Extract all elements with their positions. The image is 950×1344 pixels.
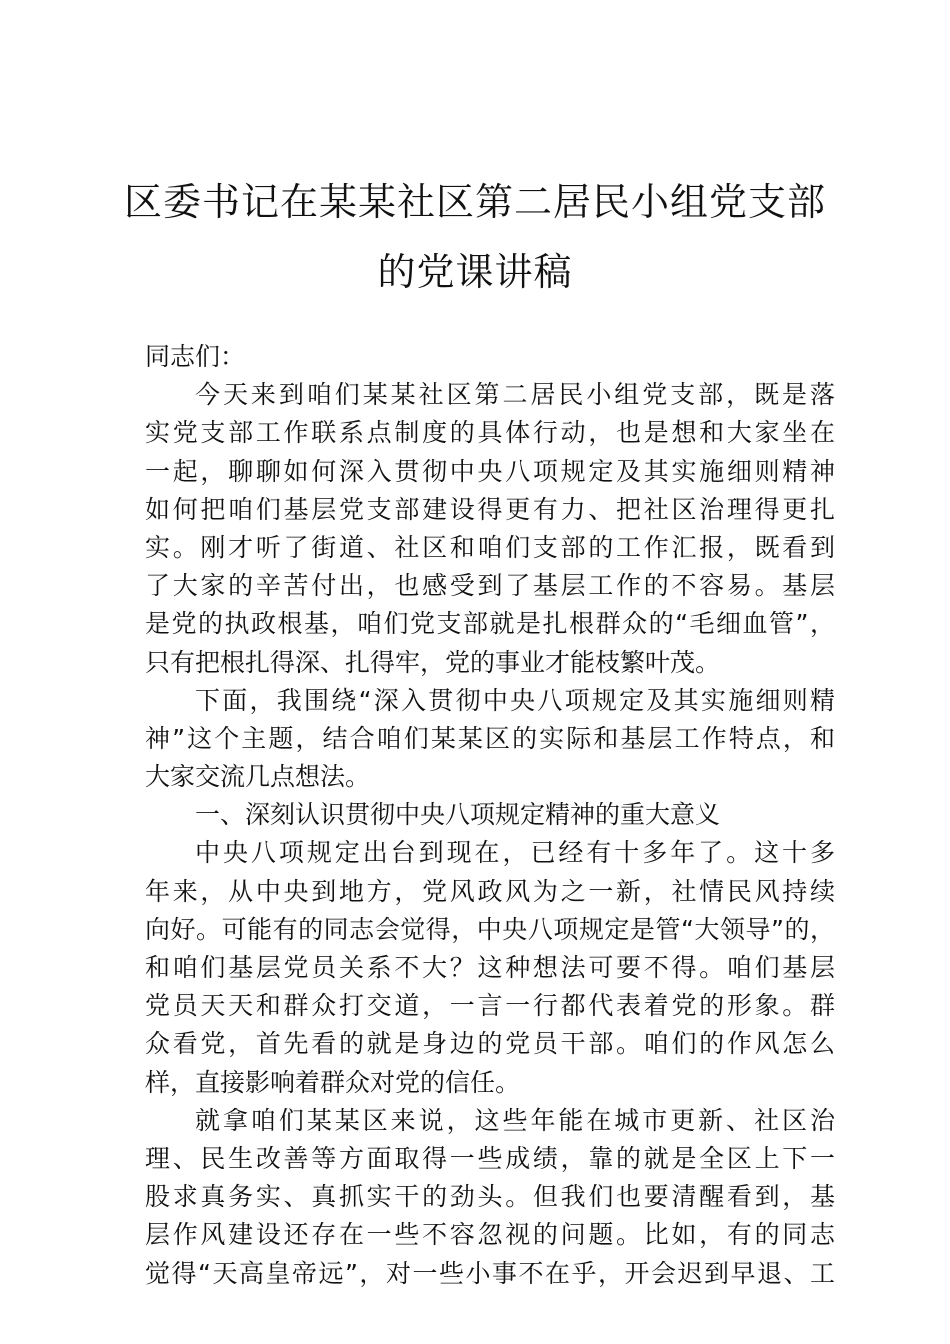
paragraph-1-line-7: 是党的执政根基，咱们党支部就是扎根群众的“毛细血管”， bbox=[145, 609, 835, 639]
paragraph-3-line-2: 年来，从中央到地方，党风政风为之一新，社情民风持续 bbox=[145, 876, 835, 906]
paragraph-3-line-3: 向好。可能有的同志会觉得，中央八项规定是管“大领导”的， bbox=[145, 914, 835, 944]
paragraph-1-line-2: 实党支部工作联系点制度的具体行动，也是想和大家坐在 bbox=[145, 418, 835, 448]
paragraph-3-line-5: 党员天天和群众打交道，一言一行都代表着党的形象。群 bbox=[145, 991, 835, 1021]
paragraph-1-line-4: 如何把咱们基层党支部建设得更有力、把社区治理得更扎 bbox=[145, 494, 835, 524]
paragraph-1-line-8: 只有把根扎得深、扎得牢，党的事业才能枝繁叶茂。 bbox=[145, 647, 721, 677]
paragraph-2-line-1: 下面，我围绕“深入贯彻中央八项规定及其实施细则精 bbox=[195, 685, 835, 715]
document-title-line-2: 的党课讲稿 bbox=[377, 250, 573, 294]
paragraph-4-line-1: 就拿咱们某某区来说，这些年能在城市更新、社区治 bbox=[195, 1105, 835, 1135]
section-heading-1: 一、深刻认识贯彻中央八项规定精神的重大意义 bbox=[195, 800, 721, 830]
paragraph-3-line-1: 中央八项规定出台到现在，已经有十多年了。这十多 bbox=[195, 838, 835, 868]
paragraph-1-line-6: 了大家的辛苦付出，也感受到了基层工作的不容易。基层 bbox=[145, 571, 835, 601]
paragraph-3-line-7: 样，直接影响着群众对党的信任。 bbox=[145, 1067, 521, 1097]
document-body bbox=[145, 338, 835, 1293]
paragraph-2-line-3: 大家交流几点想法。 bbox=[145, 762, 371, 792]
paragraph-1-line-3: 一起，聊聊如何深入贯彻中央八项规定及其实施细则精神 bbox=[145, 456, 835, 486]
paragraph-3-line-4: 和咱们基层党员关系不大？这种想法可要不得。咱们基层 bbox=[145, 953, 835, 982]
paragraph-2-line-2: 神”这个主题，结合咱们某某区的实际和基层工作特点，和 bbox=[145, 723, 835, 753]
paragraph-1-line-5: 实。刚才听了街道、社区和咱们支部的工作汇报，既看到 bbox=[145, 532, 835, 562]
paragraph-4-line-2: 理、民生改善等方面取得一些成绩，靠的就是全区上下一 bbox=[145, 1143, 835, 1173]
paragraph-3-line-6: 众看党，首先看的就是身边的党员干部。咱们的作风怎么 bbox=[145, 1029, 835, 1059]
salutation: 同志们： bbox=[145, 342, 246, 371]
document-title-line-1: 区委书记在某某社区第二居民小组党支部 bbox=[123, 180, 826, 224]
paragraph-1-line-1: 今天来到咱们某某社区第二居民小组党支部，既是落 bbox=[195, 380, 835, 410]
paragraph-4-line-3: 股求真务实、真抓实干的劲头。但我们也要清醒看到，基 bbox=[145, 1182, 835, 1212]
paragraph-4-line-5: 觉得“天高皇帝远”，对一些小事不在乎，开会迟到早退、工 bbox=[145, 1258, 835, 1288]
paragraph-4-line-4: 层作风建设还存在一些不容忽视的问题。比如，有的同志 bbox=[145, 1220, 835, 1250]
